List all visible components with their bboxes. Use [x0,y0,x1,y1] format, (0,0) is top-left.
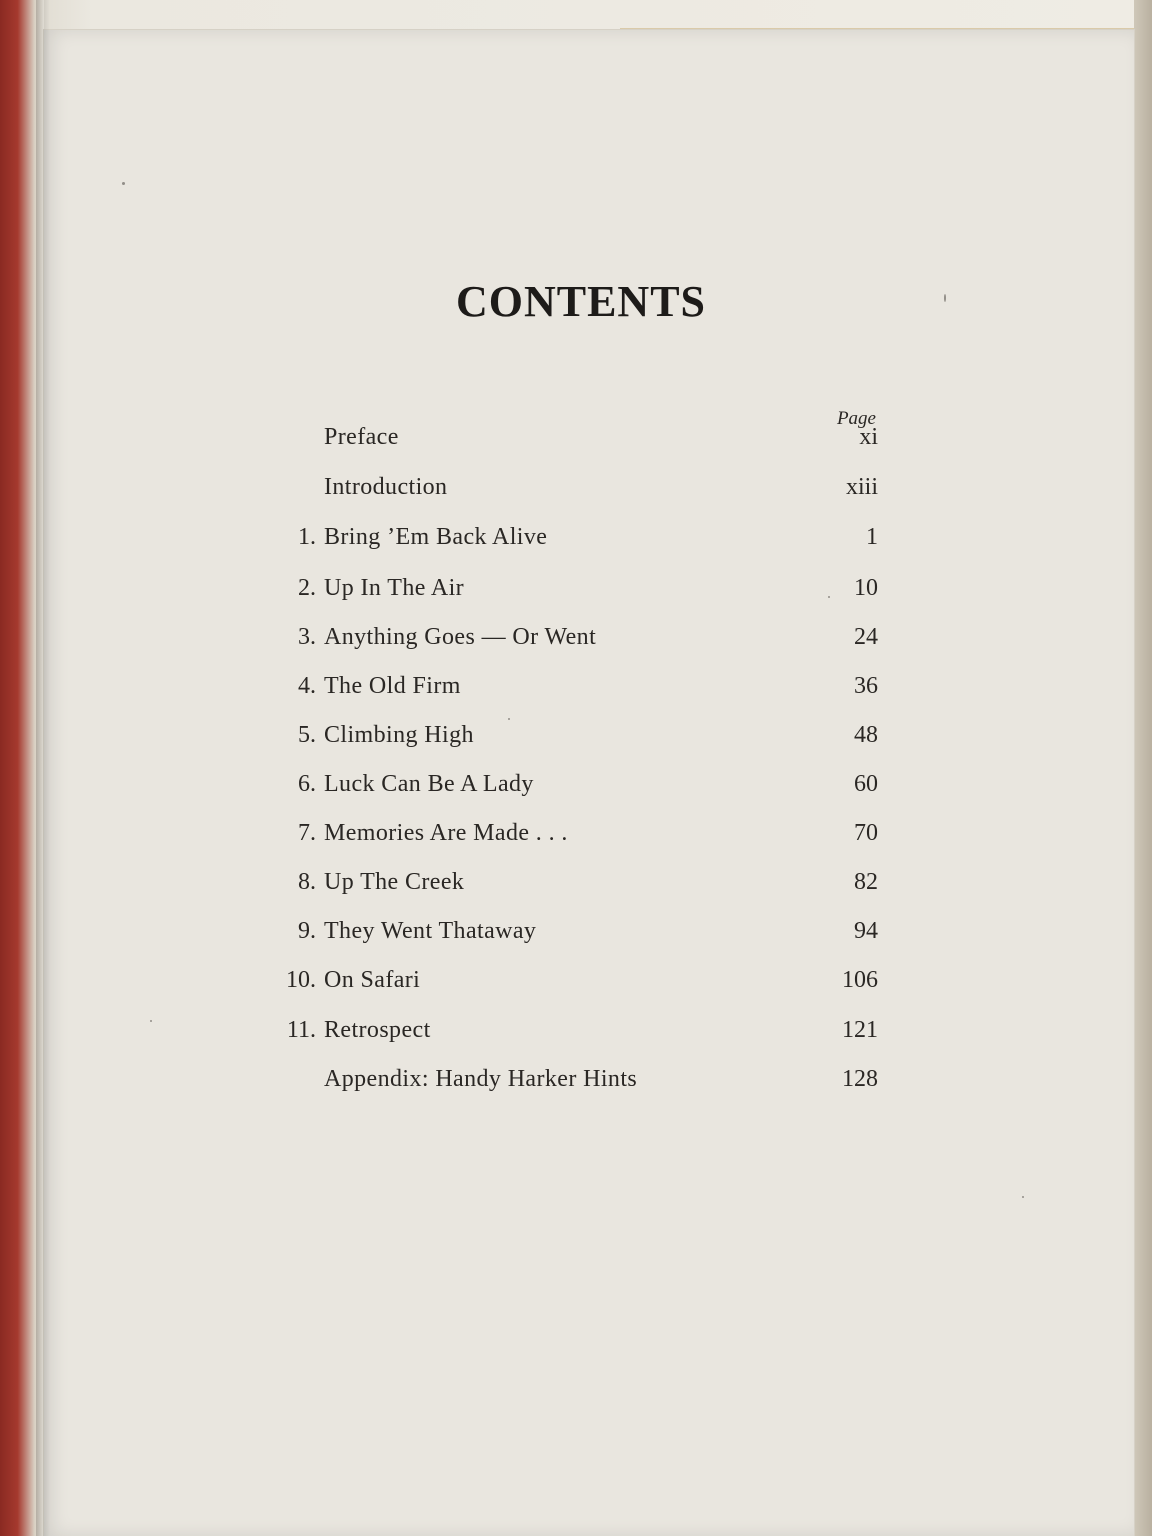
chapter-title: Memories Are Made . . . [324,820,568,846]
toc-entry [260,918,878,952]
toc-entry [260,1017,878,1051]
toc-entry [260,474,878,508]
chapter-title: Preface [324,424,399,450]
chapter-title: Appendix: Handy Harker Hints [324,1066,638,1092]
chapter-title: Luck Can Be A Lady [324,771,534,797]
chapter-number: 11. [286,1017,316,1043]
chapter-number: 5. [298,722,316,748]
page-number: 94 [854,918,878,944]
chapter-title: Retrospect [324,1017,431,1043]
page-column-heading: Page [836,408,876,429]
toc-entry [260,967,878,1001]
chapter-title: Up In The Air [324,575,465,601]
toc-entry [260,771,878,805]
page-title: CONTENTS [455,277,707,326]
chapter-title: On Safari [324,967,421,993]
toc-entry [260,524,878,558]
toc-entry [260,722,878,756]
chapter-number: 10. [286,967,316,993]
chapter-number: 3. [298,624,316,650]
page-number: 82 [854,869,878,895]
chapter-number: 9. [298,918,316,944]
page-number: 128 [842,1066,878,1092]
toc-entry [260,1066,878,1100]
chapter-number: 8. [298,869,316,895]
page-number: 60 [854,771,878,797]
page-number: 70 [854,820,878,846]
page-number: 1 [866,524,878,550]
page-number: xi [859,424,878,450]
page-number: 24 [854,624,878,650]
chapter-number: 1. [298,524,316,550]
chapter-title: Up The Creek [324,869,465,895]
page-number: 48 [854,722,878,748]
chapter-number: 7. [298,820,316,846]
page-number: 106 [842,967,878,993]
chapter-title: The Old Firm [324,673,461,699]
toc-entry [260,820,878,854]
toc-entry [260,673,878,707]
page-number: xiii [845,474,878,500]
chapter-title: Bring ’Em Back Alive [324,524,548,550]
chapter-title: Anything Goes — Or Went [324,624,597,650]
chapter-number: 4. [298,673,316,699]
page-number: 121 [842,1017,878,1043]
page-number: 36 [854,673,878,699]
toc-entry [260,869,878,903]
chapter-title: Introduction [324,474,448,500]
toc-entry [260,575,878,609]
chapter-number: 6. [298,771,316,797]
chapter-number: 2. [298,575,316,601]
toc-entry [260,624,878,658]
page-number: 10 [854,575,878,601]
chapter-title: They Went Thataway [324,918,537,944]
toc-entry [260,424,878,458]
chapter-title: Climbing High [324,722,474,748]
